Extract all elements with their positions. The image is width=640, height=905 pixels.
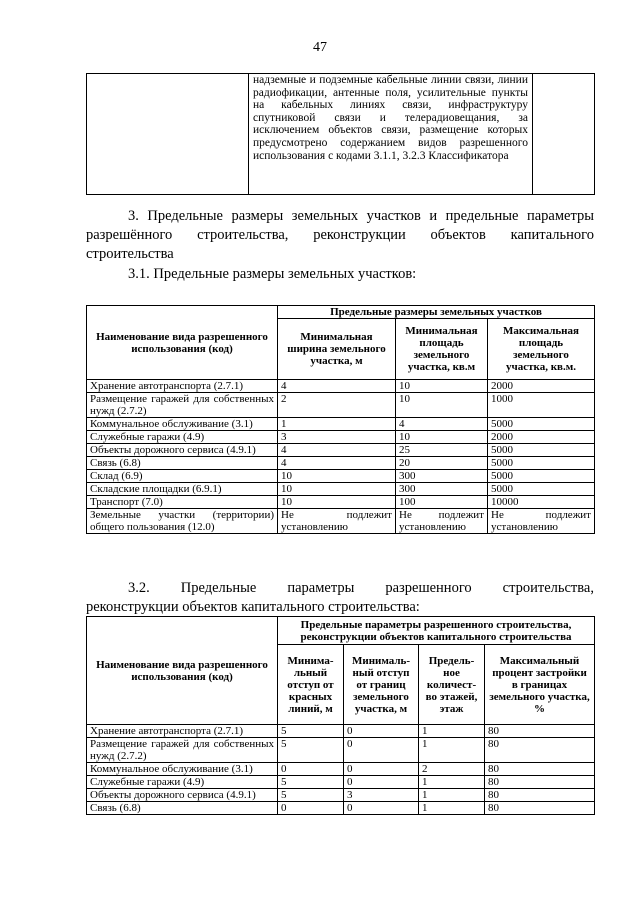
t1-value-cell: 300: [396, 483, 488, 496]
t1-value-cell: 5000: [488, 444, 595, 457]
t1-value-cell: 5000: [488, 418, 595, 431]
t1-value-cell: 3: [278, 431, 396, 444]
t2-value-cell: 1: [419, 776, 485, 789]
t1-col-header: Максимальная площадь земельного участка, кв.м.: [488, 319, 595, 380]
t1-value-cell: 10: [396, 431, 488, 444]
t2-value-cell: 80: [485, 776, 595, 789]
t1-value-cell: 2000: [488, 380, 595, 393]
t2-col-header: Предель-ное количест-во этажей, этаж: [419, 645, 485, 725]
continued-empty-cell: [533, 74, 595, 195]
t2-value-cell: 1: [419, 802, 485, 815]
t2-value-cell: 0: [278, 802, 344, 815]
t1-value-cell: Не подлежит установлению: [488, 509, 595, 534]
t1-value-cell: 5000: [488, 470, 595, 483]
t2-value-cell: 1: [419, 738, 485, 763]
continued-table: [86, 73, 595, 195]
t2-value-cell: 5: [278, 725, 344, 738]
t1-value-cell: Не подлежит установлению: [396, 509, 488, 534]
t1-value-cell: 10: [396, 380, 488, 393]
t1-value-cell: 300: [396, 470, 488, 483]
t2-value-cell: 0: [344, 802, 419, 815]
t1-name-cell: Склад (6.9): [87, 470, 278, 483]
t2-value-cell: 0: [344, 725, 419, 738]
t1-row: [87, 483, 595, 496]
t1-value-cell: 2000: [488, 431, 595, 444]
t2-value-cell: 0: [344, 776, 419, 789]
t2-value-cell: 80: [485, 738, 595, 763]
t1-name-cell: Связь (6.8): [87, 457, 278, 470]
t2-value-cell: 2: [419, 763, 485, 776]
page-number: 47: [313, 40, 327, 55]
t1-value-cell: 10: [278, 470, 396, 483]
t1-row: [87, 393, 595, 418]
section-3-2-heading-line1: 3.2. Предельные параметры разрешенного строительства,: [128, 580, 594, 596]
section-3-1-heading: 3.1. Предельные размеры земельных участков:: [128, 266, 417, 282]
t1-row: [87, 470, 595, 483]
t2-row: [87, 738, 595, 763]
t2-name-cell: Служебные гаражи (4.9): [87, 776, 278, 789]
t1-value-cell: 4: [278, 444, 396, 457]
t1-value-cell: Не подлежит установлению: [278, 509, 396, 534]
t1-name-cell: Служебные гаражи (4.9): [87, 431, 278, 444]
t2-value-cell: 80: [485, 763, 595, 776]
continued-text-cell: надземные и подземные кабельные линии связи, линии радиофикации, антенные поля, усилительные пункты на кабельных линиях связи, инфраструктуру спутниковой связи и телерадиовещания, за исключением объектов связи, размещение которых предусмотрено содержанием видов разрешенного использования с кодами 3.1.1, 3.2.3 Классификатора: [249, 74, 533, 195]
t1-value-cell: 1000: [488, 393, 595, 418]
t1-value-cell: 4: [396, 418, 488, 431]
t1-row: [87, 418, 595, 431]
t1-value-cell: 10: [396, 393, 488, 418]
t1-value-cell: 5000: [488, 457, 595, 470]
t1-group-header: Предельные размеры земельных участков: [278, 306, 595, 319]
t1-col-header: Минимальная ширина земельного участка, м: [278, 319, 396, 380]
t2-name-cell: Объекты дорожного сервиса (4.9.1): [87, 789, 278, 802]
t1-value-cell: 100: [396, 496, 488, 509]
t2-name-cell: Коммунальное обслуживание (3.1): [87, 763, 278, 776]
t1-name-cell: Складские площадки (6.9.1): [87, 483, 278, 496]
t2-value-cell: 0: [344, 738, 419, 763]
t1-name-cell: Размещение гаражей для собственных нужд (2.7.2): [87, 393, 278, 418]
limits-table: [86, 305, 595, 534]
t1-value-cell: 1: [278, 418, 396, 431]
t1-col-header: Минимальная площадь земельного участка, кв.м: [396, 319, 488, 380]
section-3-2-heading-line2: реконструкции объектов капитального строительства:: [86, 599, 420, 615]
t1-value-cell: 4: [278, 457, 396, 470]
t1-row: [87, 380, 595, 393]
t2-col-header: Максимальный процент застройки в границах земельного участка, %: [485, 645, 595, 725]
t2-row: [87, 725, 595, 738]
t2-value-cell: 5: [278, 776, 344, 789]
t1-row: [87, 457, 595, 470]
t1-row: [87, 509, 595, 534]
t2-col-header: Минималь-ный отступ от границ земельного участка, м: [344, 645, 419, 725]
t1-col0-header: Наименование вида разрешенного использования (код): [87, 306, 278, 380]
t2-value-cell: 80: [485, 789, 595, 802]
t1-row: [87, 496, 595, 509]
t2-row: [87, 763, 595, 776]
t2-name-cell: Хранение автотранспорта (2.7.1): [87, 725, 278, 738]
t1-value-cell: 2: [278, 393, 396, 418]
t2-row: [87, 776, 595, 789]
t2-value-cell: 0: [278, 763, 344, 776]
t2-value-cell: 5: [278, 789, 344, 802]
continued-empty-cell: [87, 74, 249, 195]
params-table: [86, 616, 595, 815]
t2-group-header: Предельные параметры разрешенного строительства, реконструкции объектов капитального строительства: [278, 617, 595, 645]
t2-name-cell: Размещение гаражей для собственных нужд (2.7.2): [87, 738, 278, 763]
t1-value-cell: 20: [396, 457, 488, 470]
t2-row: [87, 802, 595, 815]
t1-name-cell: Хранение автотранспорта (2.7.1): [87, 380, 278, 393]
t1-value-cell: 25: [396, 444, 488, 457]
t1-name-cell: Коммунальное обслуживание (3.1): [87, 418, 278, 431]
t2-value-cell: 1: [419, 725, 485, 738]
t1-value-cell: 5000: [488, 483, 595, 496]
t2-value-cell: 0: [344, 763, 419, 776]
t2-value-cell: 5: [278, 738, 344, 763]
t1-value-cell: 10: [278, 483, 396, 496]
t1-row: [87, 444, 595, 457]
t2-col-header: Минима-льный отступ от красных линий, м: [278, 645, 344, 725]
t1-value-cell: 4: [278, 380, 396, 393]
t2-value-cell: 1: [419, 789, 485, 802]
t2-value-cell: 3: [344, 789, 419, 802]
t1-value-cell: 10: [278, 496, 396, 509]
section-3-heading: 3. Предельные размеры земельных участков и предельные параметры разрешённого строительства, реконструкции объектов капитального строительства: [86, 208, 594, 262]
t1-name-cell: Объекты дорожного сервиса (4.9.1): [87, 444, 278, 457]
t2-value-cell: 80: [485, 725, 595, 738]
t1-row: [87, 431, 595, 444]
t2-name-cell: Связь (6.8): [87, 802, 278, 815]
t2-row: [87, 789, 595, 802]
t1-name-cell: Земельные участки (территории) общего пользования (12.0): [87, 509, 278, 534]
t2-value-cell: 80: [485, 802, 595, 815]
t1-value-cell: 10000: [488, 496, 595, 509]
t2-col0-header: Наименование вида разрешенного использования (код): [87, 617, 278, 725]
t1-name-cell: Транспорт (7.0): [87, 496, 278, 509]
